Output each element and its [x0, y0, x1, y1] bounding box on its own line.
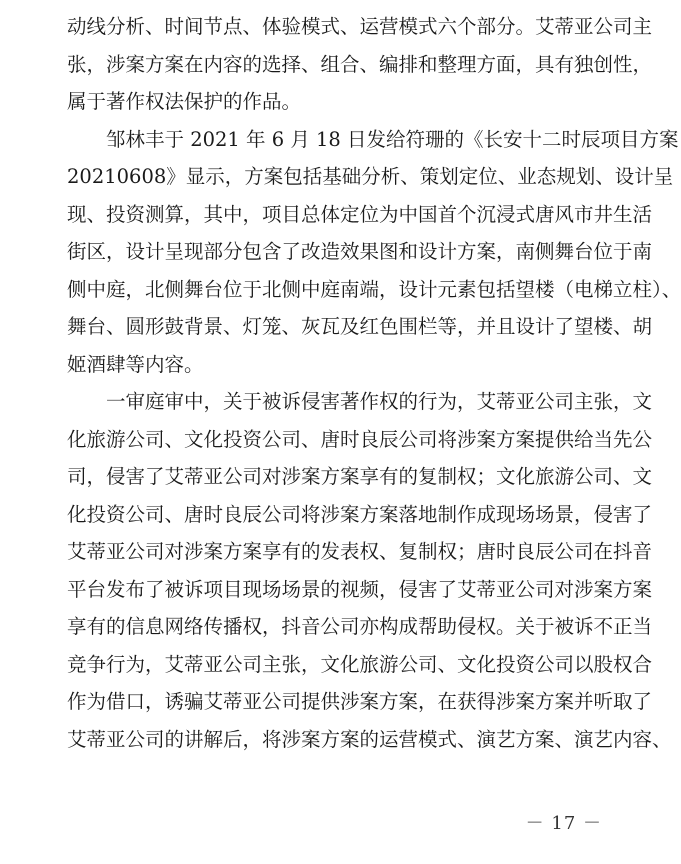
text-line: 邹林丰于 2021 年 6 月 18 日发给符珊的《长安十二时辰项目方案 [106, 127, 679, 151]
paragraph-2 [67, 121, 681, 384]
text-line: 一审庭审中，关于被诉侵害著作权的行为，艾蒂亚公司主张，文 [106, 390, 653, 413]
text-line: 化旅游公司、文化投资公司、唐时良辰公司将涉案方案提供给当先公 [67, 427, 653, 451]
page-number: － 17 － [525, 813, 602, 834]
text-line: 作为借口，诱骗艾蒂亚公司提供涉案方案，在获得涉案方案并听取了 [67, 690, 653, 713]
text-line: 享有的信息网络传播权，抖音公司亦构成帮助侵权。关于被诉不正当 [67, 615, 653, 638]
text-line: 化投资公司、唐时良辰公司将涉案方案落地制作成现场场景，侵害了 [67, 502, 653, 526]
text-line: 动线分析、时间节点、体验模式、运营模式六个部分。艾蒂亚公司主 [67, 15, 653, 38]
body-text [67, 8, 681, 758]
text-line: 现、投资测算，其中，项目总体定位为中国首个沉浸式唐风市井生活 [67, 202, 653, 226]
text-line: 20210608》显示，方案包括基础分析、策划定位、业态规划、设计呈 [67, 165, 674, 188]
text-line: 侧中庭，北侧舞台位于北侧中庭南端，设计元素包括望楼（电梯立柱）、 [67, 277, 681, 301]
text-line: 司，侵害了艾蒂亚公司对涉案方案享有的复制权；文化旅游公司、文 [67, 465, 653, 488]
text-line: 艾蒂亚公司对涉案方案享有的发表权、复制权；唐时良辰公司在抖音 [67, 540, 653, 563]
text-line: 艾蒂亚公司的讲解后，将涉案方案的运营模式、演艺方案、演艺内容、 [67, 727, 672, 751]
text-line: 街区，设计呈现部分包含了改造效果图和设计方案，南侧舞台位于南 [67, 240, 653, 263]
text-line: 舞台、圆形鼓背景、灯笼、灰瓦及红色围栏等，并且设计了望楼、胡 [67, 315, 653, 338]
text-line: 属于著作权法保护的作品。 [67, 90, 302, 113]
text-line: 姬酒肆等内容。 [67, 352, 204, 376]
paragraph-1 [67, 8, 653, 121]
text-line: 竞争行为，艾蒂亚公司主张，文化旅游公司、文化投资公司以股权合 [67, 652, 653, 676]
text-line: 张，涉案方案在内容的选择、组合、编排和整理方面，具有独创性， [67, 52, 653, 76]
paragraph-3 [67, 383, 672, 758]
text-line: 平台发布了被诉项目现场场景的视频，侵害了艾蒂亚公司对涉案方案 [67, 577, 653, 601]
